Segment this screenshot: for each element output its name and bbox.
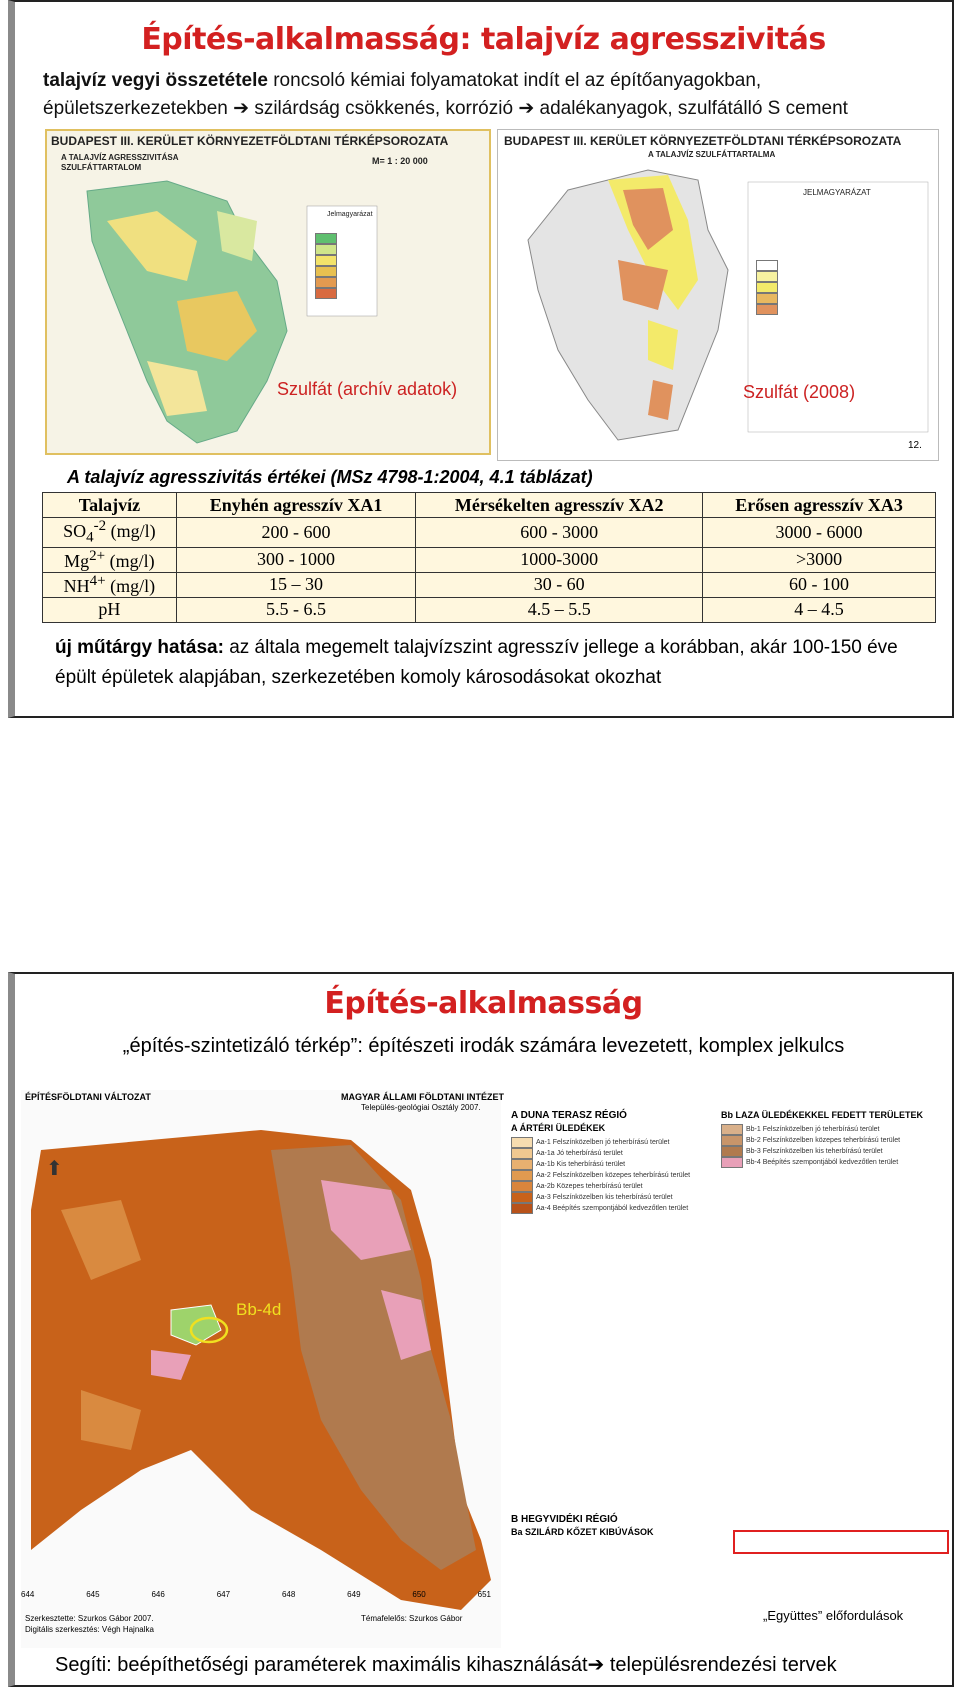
legend-items — [511, 1137, 711, 1214]
map-credit-2: Digitális szerkesztés: Végh Hajnalka — [25, 1625, 154, 1634]
table-row — [43, 572, 936, 597]
table-cell: 4 – 4.5 — [703, 597, 936, 622]
intro-line-1 — [43, 67, 952, 95]
legend-item: Aa-1b Kis teherbírású terület — [511, 1159, 711, 1170]
legend-item: Aa-2b Közepes teherbírású terület — [511, 1181, 711, 1192]
legend-item: Bb-3 Felszínközelben kis teherbírású terület — [721, 1146, 949, 1157]
map-right-legend — [756, 260, 781, 315]
slide-title: Építés-alkalmasság: talajvíz agresszivitás — [141, 22, 826, 57]
grid-number: 646 — [151, 1590, 165, 1599]
legend-item: Aa-3 Felszínközelben kis teherbírású terület — [511, 1192, 711, 1203]
map-credit-1: Szerkesztette: Szurkos Gábor 2007. — [25, 1614, 154, 1623]
table-cell: 30 - 60 — [416, 572, 703, 597]
table-cell: 3000 - 6000 — [703, 518, 936, 548]
grid-number: 649 — [347, 1590, 361, 1599]
legend-item: Aa-2 Felszínközelben közepes teherbírású terület — [511, 1170, 711, 1181]
table-row — [43, 518, 936, 548]
legend-swatch — [315, 244, 340, 255]
legend-swatch — [756, 282, 781, 293]
slide-subtitle: „építés-szintetizáló térkép”: építészeti irodák számára levezetett, komplex jelkulcs — [122, 1035, 845, 1057]
row-label: $Mg^{2+}$ (mg/l) — [43, 547, 177, 572]
intro-text — [15, 67, 952, 123]
grid-number: 650 — [412, 1590, 426, 1599]
column-header: Talajvíz — [43, 493, 177, 518]
row-label: pH — [43, 597, 177, 622]
legend-region-sub: A ÁRTÉRI ÜLEDÉKEK — [511, 1123, 606, 1133]
map-left-header2: A TALAJVÍZ AGRESSZIVITÁSA — [61, 153, 179, 162]
row-label: $NH^{4+}$ (mg/l) — [43, 572, 177, 597]
row-label: $SO_4^{-2}$ (mg/l) — [43, 518, 177, 548]
map-left-graphic — [47, 131, 489, 453]
legend-region-title: A DUNA TERASZ RÉGIÓ — [511, 1110, 627, 1121]
legend-item: Aa-4 Beépítés szempontjából kedvezőtlen terület — [511, 1203, 711, 1214]
intro-bold: talajvíz vegyi összetétele — [43, 70, 268, 91]
map-right-header2: A TALAJVÍZ SZULFÁTTARTALMA — [648, 150, 776, 159]
map-left-scale: M= 1 : 20 000 — [372, 156, 428, 166]
sulfate-archive-map — [45, 129, 491, 455]
table-cell: 300 - 1000 — [176, 547, 415, 572]
grid-number: 651 — [477, 1590, 491, 1599]
legend-swatch — [756, 293, 781, 304]
legend-right-title: Bb LAZA ÜLEDÉKEKKEL FEDETT TERÜLETEK — [721, 1110, 923, 1120]
legend-right — [721, 1110, 949, 1168]
column-header: Enyhén agresszív XA1 — [176, 493, 415, 518]
legend-swatch — [756, 271, 781, 282]
slide-construction-suitability — [8, 972, 954, 1687]
table-cell: 15 – 30 — [176, 572, 415, 597]
table-cell: 5.5 - 6.5 — [176, 597, 415, 622]
grid-number: 644 — [21, 1590, 35, 1599]
map-credit-3: Témafelelős: Szurkos Gábor — [361, 1614, 463, 1623]
legend-swatch — [315, 233, 340, 244]
legend-swatch — [315, 277, 340, 288]
map-left-legend — [315, 233, 340, 299]
legend-item: Aa-1a Jó teherbírású terület — [511, 1148, 711, 1159]
slide-title: Építés-alkalmasság — [324, 986, 643, 1021]
legend-swatch — [315, 288, 340, 299]
map-right-header: BUDAPEST III. KERÜLET KÖRNYEZETFÖLDTANI TÉRKÉPSOROZATA — [504, 134, 902, 148]
grid-numbers — [21, 1590, 491, 1599]
table-row — [43, 597, 936, 622]
legend-swatch — [756, 260, 781, 271]
table-cell: >3000 — [703, 547, 936, 572]
grid-number: 648 — [281, 1590, 296, 1599]
legend-items — [721, 1124, 949, 1168]
grid-number: 645 — [86, 1590, 100, 1599]
map-header-mid: MAGYAR ÁLLAMI FÖLDTANI INTÉZET — [341, 1092, 504, 1102]
legend-region2-sub: Ba SZILÁRD KŐZET KIBÚVÁSOK — [511, 1527, 654, 1537]
table-header-row — [43, 493, 936, 518]
engineering-geology-map — [21, 1090, 951, 1648]
map-area-label: Bb-4d — [236, 1300, 282, 1319]
table-cell: 200 - 600 — [176, 518, 415, 548]
map-right-caption: Szulfát (2008) — [743, 382, 856, 402]
table-cell: 1000-3000 — [416, 547, 703, 572]
grid-number: 647 — [216, 1590, 231, 1599]
page-number: 12. — [908, 440, 922, 451]
table-cell: 4.5 – 5.5 — [416, 597, 703, 622]
column-header: Erősen agresszív XA3 — [703, 493, 936, 518]
table-cell: 60 - 100 — [703, 572, 936, 597]
intro-rest: roncsoló kémiai folyamatokat indít el az építőanyagokban, — [267, 70, 762, 91]
legend-swatch — [315, 266, 340, 277]
map-left-header: BUDAPEST III. KERÜLET KÖRNYEZETFÖLDTANI TÉRKÉPSOROZATA — [51, 134, 449, 148]
map-header-mid2: Település-geológiai Osztály 2007. — [361, 1103, 481, 1112]
legend-region2-title: B HEGYVIDÉKI RÉGIÓ — [511, 1514, 618, 1525]
table-caption: A talajvíz agresszivitás értékei (MSz 4798-1:2004, 4.1 táblázat) — [67, 467, 593, 487]
legend-item: Bb-2 Felszínközelben közepes teherbírású terület — [721, 1135, 949, 1146]
legend-swatch — [756, 304, 781, 315]
highlight-box — [733, 1530, 949, 1554]
note-bold: új műtárgy hatása: — [55, 636, 224, 658]
structure-impact-note — [15, 623, 952, 693]
table-cell: 600 - 3000 — [416, 518, 703, 548]
intro-line-2: épületszerkezetekben ➔ szilárdság csökkenés, korrózió ➔ adalékanyagok, szulfátálló S cement — [43, 98, 848, 119]
svg-text:⬆: ⬆ — [46, 1156, 63, 1180]
legend-left — [511, 1110, 711, 1537]
column-header: Mérsékelten agresszív XA2 — [416, 493, 703, 518]
slide-footer: Segíti: beépíthetőségi paraméterek maximális kihasználását➔ településrendezési tervek — [55, 1654, 837, 1676]
note-rest: az általa megemelt talajvízszint agresszív jellege a korábban, akár 100-150 éve épült épületek alapjában, szerkezetében komoly károsodásokat okozhat — [55, 636, 898, 688]
aggressiveness-table — [42, 492, 936, 623]
map-right-legend-title: JELMAGYARÁZAT — [803, 188, 871, 197]
table-row — [43, 547, 936, 572]
legend-item: Bb-1 Felszínközelben jó teherbírású terület — [721, 1124, 949, 1135]
map-row — [15, 129, 952, 457]
map-left-legend-title: Jelmagyarázat — [327, 211, 373, 218]
map-right-graphic — [498, 130, 938, 460]
sulfate-2008-map — [497, 129, 939, 461]
map-graphic — [21, 1090, 951, 1648]
map-left-caption: Szulfát (archív adatok) — [277, 379, 458, 399]
map-header-left: ÉPÍTÉSFÖLDTANI VÁLTOZAT — [25, 1092, 151, 1102]
legend-item: Aa-1 Felszínközelben jó teherbírású terület — [511, 1137, 711, 1148]
slide-groundwater-aggressiveness — [8, 0, 954, 718]
legend-swatch — [315, 255, 340, 266]
combined-occurrence-note: „Együttes” előfordulások — [763, 1608, 904, 1623]
legend-item: Bb-4 Beépítés szempontjából kedvezőtlen terület — [721, 1157, 949, 1168]
map-left-header3: SZULFÁTTARTALOM — [61, 163, 142, 172]
